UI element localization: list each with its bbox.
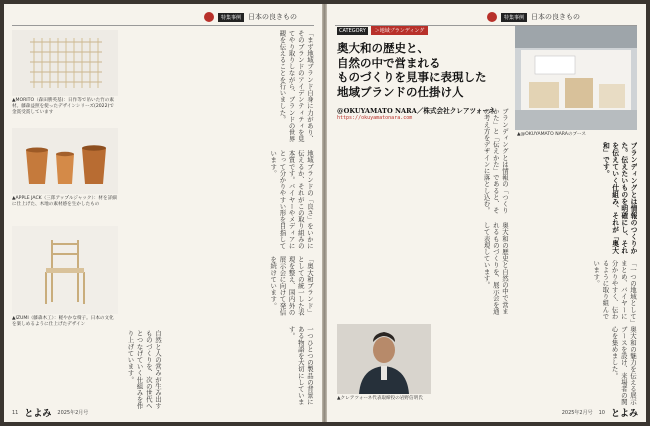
category-key: CATEGORY [339,27,366,34]
header-section: 日本の良きもの [531,13,581,21]
body-column-5: 一つひとつの製品の背景にある物語を大切にしています。 [287,326,314,406]
section-mark-icon [487,12,497,22]
section-mark-icon [204,12,214,22]
category-bar [337,26,507,35]
article-url[interactable]: https://okuyamatonara.com [337,115,413,121]
page-number: 10 [598,409,605,416]
right-header [487,10,580,24]
caption-3: ▲IZUMI（藤森木工）：軽やかな椅子。日本の文化を楽しめるように仕上げたデザイン [12,316,114,327]
left-page [4,4,322,422]
page-number: 11 [12,409,19,416]
left-header [204,10,297,24]
header-rule [12,25,314,26]
body-column-2: 奥大和の歴史と自然の中で営まれるものづくりを、展示会を通して表現しています。 [482,222,509,315]
title-line: 奥大和の歴史と、 [337,41,429,55]
body-column-2: 地域ブランドの「良さ」をいかに伝えるか、それがこの取り組みの本質です。バイヤーやメディアにとって分かりやすい形を目指しています。 [269,150,314,249]
magazine-logo: とよみ [24,409,52,419]
category-label: ＞地域ブランディング [371,26,429,35]
photo-bamboo-mat [12,30,118,96]
right-page [327,4,646,422]
photo-chair [12,226,118,314]
header-tag: 特集事例 [218,13,244,22]
article-title [337,41,507,99]
body-column-3: 「奥大和ブランド」としての統一した表現を整え、国内外の展示会に向けて発信を続けています。 [269,256,314,316]
header-section: 日本の良きもの [248,13,298,21]
body-column-4: 奥大和の魅力を伝える展示ブースを設け、来場者の関心を集めました。 [610,326,637,406]
body-column-3: 「一つの地域として」まとめ、バイヤーに分かりやすく、伝わるように取り組んでいます。 [592,260,637,323]
booth-caption: ▲@OKUYAMATO NARAのブース [517,132,586,137]
caption-2: ▲APPLE JACK（三郎アップルジャック）：材を詳細に仕上げた、木地の素材感を生かしたもの [12,196,117,207]
article-author: @OKUYAMATO NARA／株式会社クレアツォーネ [337,107,496,115]
body-column-4: 自然と人の営みが生み出すものづくりを、次の世代へとつなげていく仕組みを作り上げています。 [126,330,162,410]
issue-date: 2025年2月号 [561,410,593,416]
photo-wooden-cups [12,128,118,194]
header-tag: 特集事例 [501,13,527,22]
portrait-caption: ▲クレアツォーネ代表取締役の岩野信明氏 [337,396,423,401]
body-column-1: 「まず地域ブランド自身に力があり、そのブランドのアイデンティティを見てやり取りしながら、ブランドの世界観を伝えることを行いました。 [278,30,314,143]
title-line: 地域ブランドの仕掛け人 [337,84,464,99]
title-line: 自然の中で営まれる [337,55,441,70]
issue-date: 2025年2月号 [57,410,89,416]
magazine-logo: とよみ [610,409,638,419]
article-title-block [337,26,507,121]
right-footer [562,406,638,419]
article-lead: ブランディングとは情報のつくりかた。伝えたいものを明確にし、それを伝えていく仕組み、それが「奥大和」です。 [601,142,637,254]
photo-booth [515,26,637,130]
body-column-1: ブランディングとは情報の「つくりかた」と「伝えかた」であると、その考え方をデザインに落とし込む。 [482,108,509,214]
caption-1: ▲MORITO（森田勝英基)：日作等で吊いた竹の素材。藤森益照を使ったデザインシリーズ(2022)で金賞受賞しています [12,98,114,115]
left-footer [12,406,88,419]
title-line: ものづくりを見事に表現した [337,70,487,84]
photo-portrait [337,324,431,394]
